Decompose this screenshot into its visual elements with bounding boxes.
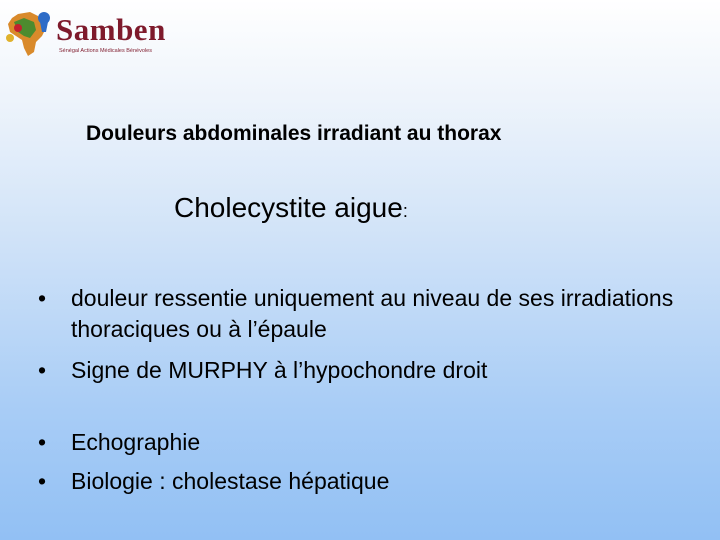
bullet-marker: • xyxy=(38,468,47,494)
logo-tagline: Sénégal Actions Médicales Bénévoles xyxy=(59,48,152,54)
list-item xyxy=(38,283,698,345)
list-item xyxy=(38,427,698,458)
africa-map-icon xyxy=(4,8,54,58)
bullet-marker: • xyxy=(38,357,47,383)
bullet-list xyxy=(38,283,698,497)
list-item-text: Echographie xyxy=(71,429,201,455)
logo-wordmark: Samben xyxy=(56,12,166,47)
subheading-text: Cholecystite aigue xyxy=(174,192,403,223)
list-item-text: douleur ressentie uniquement au niveau de ses irradiations thoraciques ou à l’épaule xyxy=(71,285,674,342)
subheading-colon: : xyxy=(402,201,408,221)
slide-heading: Douleurs abdominales irradiant au thorax xyxy=(86,122,502,145)
samben-logo xyxy=(4,8,194,60)
bullet-marker: • xyxy=(38,429,47,455)
slide-subheading xyxy=(174,192,408,224)
list-item-text: Biologie : cholestase hépatique xyxy=(71,468,390,494)
bullet-marker: • xyxy=(38,285,47,311)
list-item xyxy=(38,355,698,386)
list-item xyxy=(38,466,698,497)
list-item-text: Signe de MURPHY à l’hypochondre droit xyxy=(71,357,488,383)
